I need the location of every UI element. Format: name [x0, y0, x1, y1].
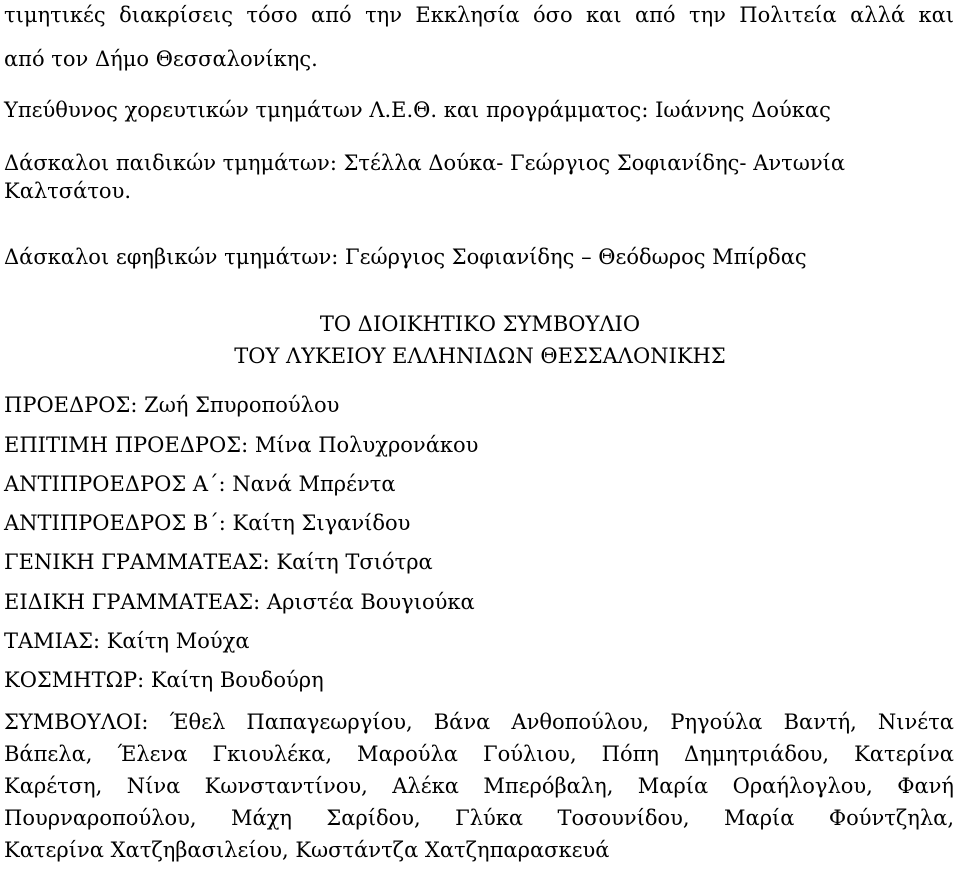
councillors-line-5: Κατερίνα Χατζηβασιλείου, Κωστάντζα Χατζηπαρασκευά: [4, 838, 610, 862]
board-member-president: ΠΡΟΕΔΡΟΣ: Ζωή Σπυροπούλου: [4, 393, 340, 417]
board-member-honorary-president: ΕΠΙΤΙΜΗ ΠΡΟΕΔΡΟΣ: Μίνα Πολυχρονάκου: [4, 433, 479, 457]
board-member-general-secretary: ΓΕΝΙΚΗ ΓΡΑΜΜΑΤΕΑΣ: Καίτη Τσιότρα: [4, 550, 433, 574]
board-title-line-2: ΤΟΥ ΛΥΚΕΙΟΥ ΕΛΛΗΝΙΔΩΝ ΘΕΣΣΑΛΟΝΙΚΗΣ: [234, 344, 726, 368]
councillors-line-1: ΣΥΜΒΟΥΛΟΙ: Έθελ Παπαγεωργίου, Βάνα Ανθοπούλου, Ρηγούλα Βαντή, Νινέτα: [4, 710, 954, 734]
children-teachers-line-2: Καλτσάτου.: [4, 179, 132, 203]
councillors-line-2: Βάπελα, Έλενα Γκιουλέκα, Μαρούλα Γούλιου, Πόπη Δημητριάδου, Κατερίνα: [4, 742, 954, 766]
intro-line-1: τιμητικές διακρίσεις τόσο από την Εκκλησία όσο και από την Πολιτεία αλλά και: [4, 3, 954, 27]
councillors-line-4: Πουρναροπούλου, Μάχη Σαρίδου, Γλύκα Τοσουνίδου, Μαρία Φούντζηλα,: [4, 806, 954, 830]
teen-teachers-line: Δάσκαλοι εφηβικών τμημάτων: Γεώργιος Σοφιανίδης – Θεόδωρος Μπίρδας: [4, 245, 807, 269]
board-member-special-secretary: ΕΙΔΙΚΗ ΓΡΑΜΜΑΤΕΑΣ: Αριστέα Βουγιούκα: [4, 590, 475, 614]
board-member-treasurer: ΤΑΜΙΑΣ: Καίτη Μούχα: [4, 629, 250, 653]
dance-head-line: Υπεύθυνος χορευτικών τμημάτων Λ.Ε.Θ. και προγράμματος: Ιωάννης Δούκας: [4, 98, 831, 122]
councillors-line-3: Καρέτση, Νίνα Κωνσταντίνου, Αλέκα Μπερόβαλη, Μαρία Οραήλογλου, Φανή: [4, 774, 954, 798]
board-member-vice-president-b: ΑΝΤΙΠΡΟΕΔΡΟΣ Β΄: Καίτη Σιγανίδου: [4, 511, 411, 535]
board-member-vice-president-a: ΑΝΤΙΠΡΟΕΔΡΟΣ Α΄: Νανά Μπρέντα: [4, 472, 396, 496]
board-title-line-1: ΤΟ ΔΙΟΙΚΗΤΙΚΟ ΣΥΜΒΟΥΛΙΟ: [319, 312, 641, 336]
children-teachers-line-1: Δάσκαλοι παιδικών τμημάτων: Στέλλα Δούκα- Γεώργιος Σοφιανίδης- Αντωνία: [4, 151, 846, 175]
intro-line-2: από τον Δήμο Θεσσαλονίκης.: [4, 47, 318, 71]
board-member-steward: ΚΟΣΜΗΤΩΡ: Καίτη Βουδούρη: [4, 668, 324, 692]
